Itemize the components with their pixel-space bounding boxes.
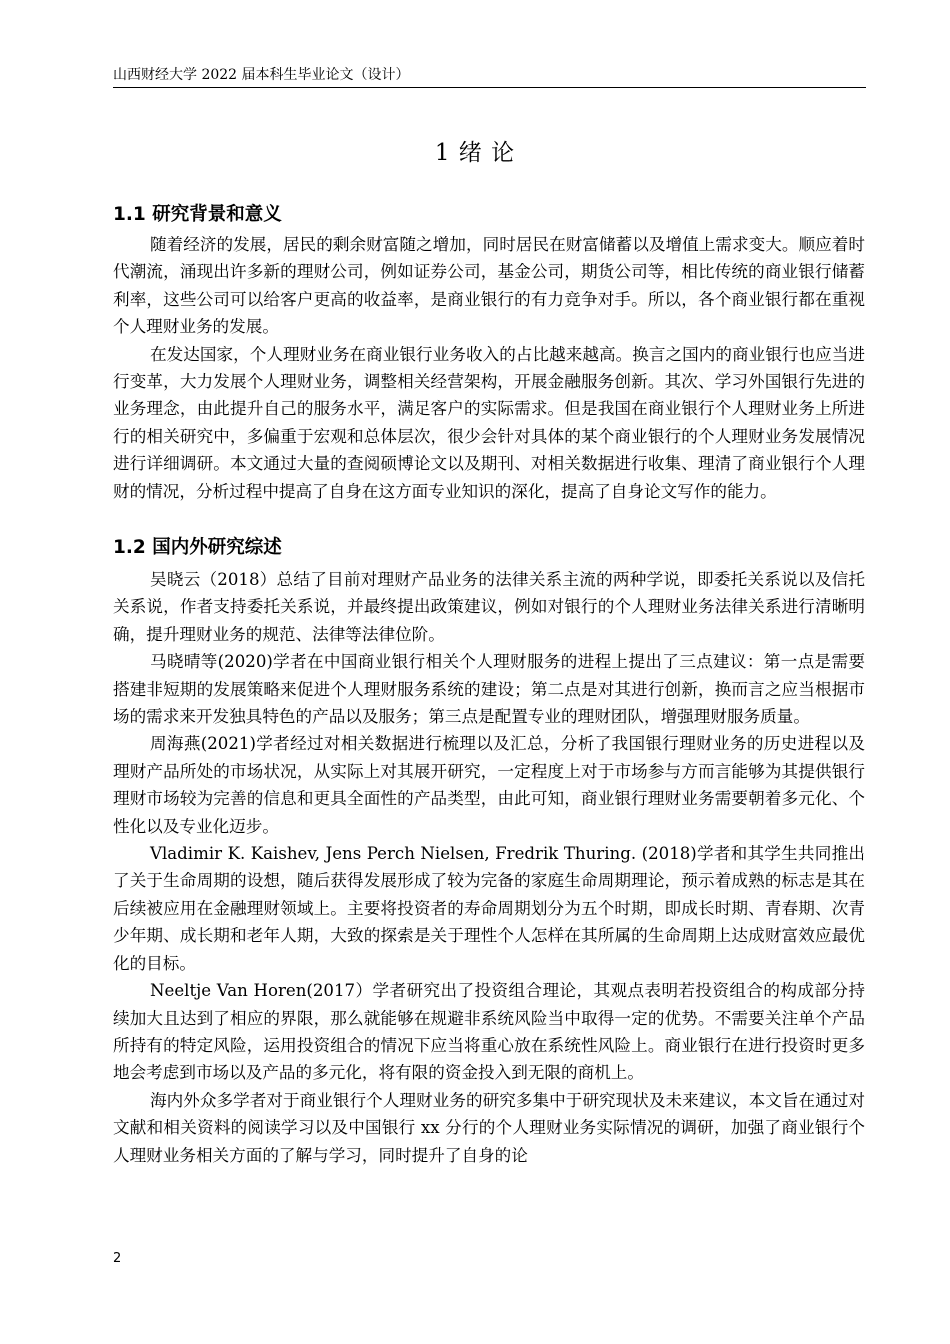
chapter-title: 1 绪 论 bbox=[434, 140, 516, 166]
section-body-1-1 bbox=[113, 231, 865, 505]
section-body-1-2 bbox=[113, 566, 865, 1169]
paragraph: 随着经济的发展，居民的剩余财富随之增加，同时居民在财富储蓄以及增值上需求变大。顺应着时代潮流，涌现出许多新的理财公司，例如证券公司，基金公司，期货公司等，相比传统的商业银行储蓄利率，这些公司可以给客户更高的收益率，是商业银行的有力竞争对手。所以，各个商业银行都在重视个人理财业务的发展。 bbox=[113, 235, 865, 337]
section-heading-1-1: 1.1 研究背景和意义 bbox=[113, 204, 282, 225]
page-number: 2 bbox=[113, 1251, 122, 1266]
paragraph: 海内外众多学者对于商业银行个人理财业务的研究多集中于研究现状及未来建议，本文旨在通过对文献和相关资料的阅读学习以及中国银行 xx 分行的个人理财业务实际情况的调研，加强了商业银行个人理财业务相关方面的了解与学习，同时提升了自身的论 bbox=[113, 1090, 865, 1165]
header-rule bbox=[113, 87, 866, 88]
running-header: 山西财经大学 2022 届本科生毕业论文（设计） bbox=[113, 67, 410, 83]
section-heading-1-2: 1.2 国内外研究综述 bbox=[113, 537, 282, 558]
paragraph: 周海燕(2021)学者经过对相关数据进行梳理以及汇总，分析了我国银行理财业务的历史进程以及理财产品所处的市场状况，从实际上对其展开研究，一定程度上对于市场参与方而言能够为其提供银行理财市场较为完善的信息和更具全面性的产品类型，由此可知，商业银行理财业务需要朝着多元化、个性化以及专业化迈步。 bbox=[113, 734, 865, 836]
paragraph: Neeltje Van Horen(2017）学者研究出了投资组合理论，其观点表明若投资组合的构成部分持续加大且达到了相应的界限，那么就能够在规避非系统风险当中取得一定的优势。不需要关注单个产品所持有的特定风险，运用投资组合的情况下应当将重心放在系统性风险上。商业银行在进行投资时更多地会考虑到市场以及产品的多元化，将有限的资金投入到无限的商机上。 bbox=[113, 981, 865, 1083]
paragraph: 在发达国家，个人理财业务在商业银行业务收入的占比越来越高。换言之国内的商业银行也应当进行变革，大力发展个人理财业务，调整相关经营架构，开展金融服务创新。其次、学习外国银行先进的业务理念，由此提升自己的服务水平，满足客户的实际需求。但是我国在商业银行个人理财业务上所进行的相关研究中，多偏重于宏观和总体层次，很少会针对具体的某个商业银行的个人理财业务发展情况进行详细调研。本文通过大量的查阅硕博论文以及期刊、对相关数据进行收集、理清了商业银行个人理财的情况，分析过程中提高了自身在这方面专业知识的深化，提高了自身论文写作的能力。 bbox=[113, 344, 865, 501]
paragraph: 吴晓云（2018）总结了目前对理财产品业务的法律关系主流的两种学说，即委托关系说以及信托关系说，作者支持委托关系说，并最终提出政策建议，例如对银行的个人理财业务法律关系进行清晰明确，提升理财业务的规范、法律等法律位阶。 bbox=[113, 570, 865, 644]
paragraph: 马晓晴等(2020)学者在中国商业银行相关个人理财服务的进程上提出了三点建议：第一点是需要搭建非短期的发展策略来促进个人理财服务系统的建设；第二点是对其进行创新，换而言之应当根据市场的需求来开发独具特色的产品以及服务；第三点是配置专业的理财团队，增强理财服务质量。 bbox=[113, 652, 865, 727]
paragraph: Vladimir K. Kaishev, Jens Perch Nielsen, Fredrik Thuring. (2018)学者和其学生共同推出了关于生命周期的设想，随后获得发展形成了较为完备的家庭生命周期理论，预示着成熟的标志是其在后续被应用在金融理财领域上。主要将投资者的寿命周期划分为五个时期，即成长时期、青春期、次青少年期、成长期和老年人期，大致的探索是关于理性个人怎样在其所属的生命周期上达成财富效应最优化的目标。 bbox=[113, 844, 865, 973]
